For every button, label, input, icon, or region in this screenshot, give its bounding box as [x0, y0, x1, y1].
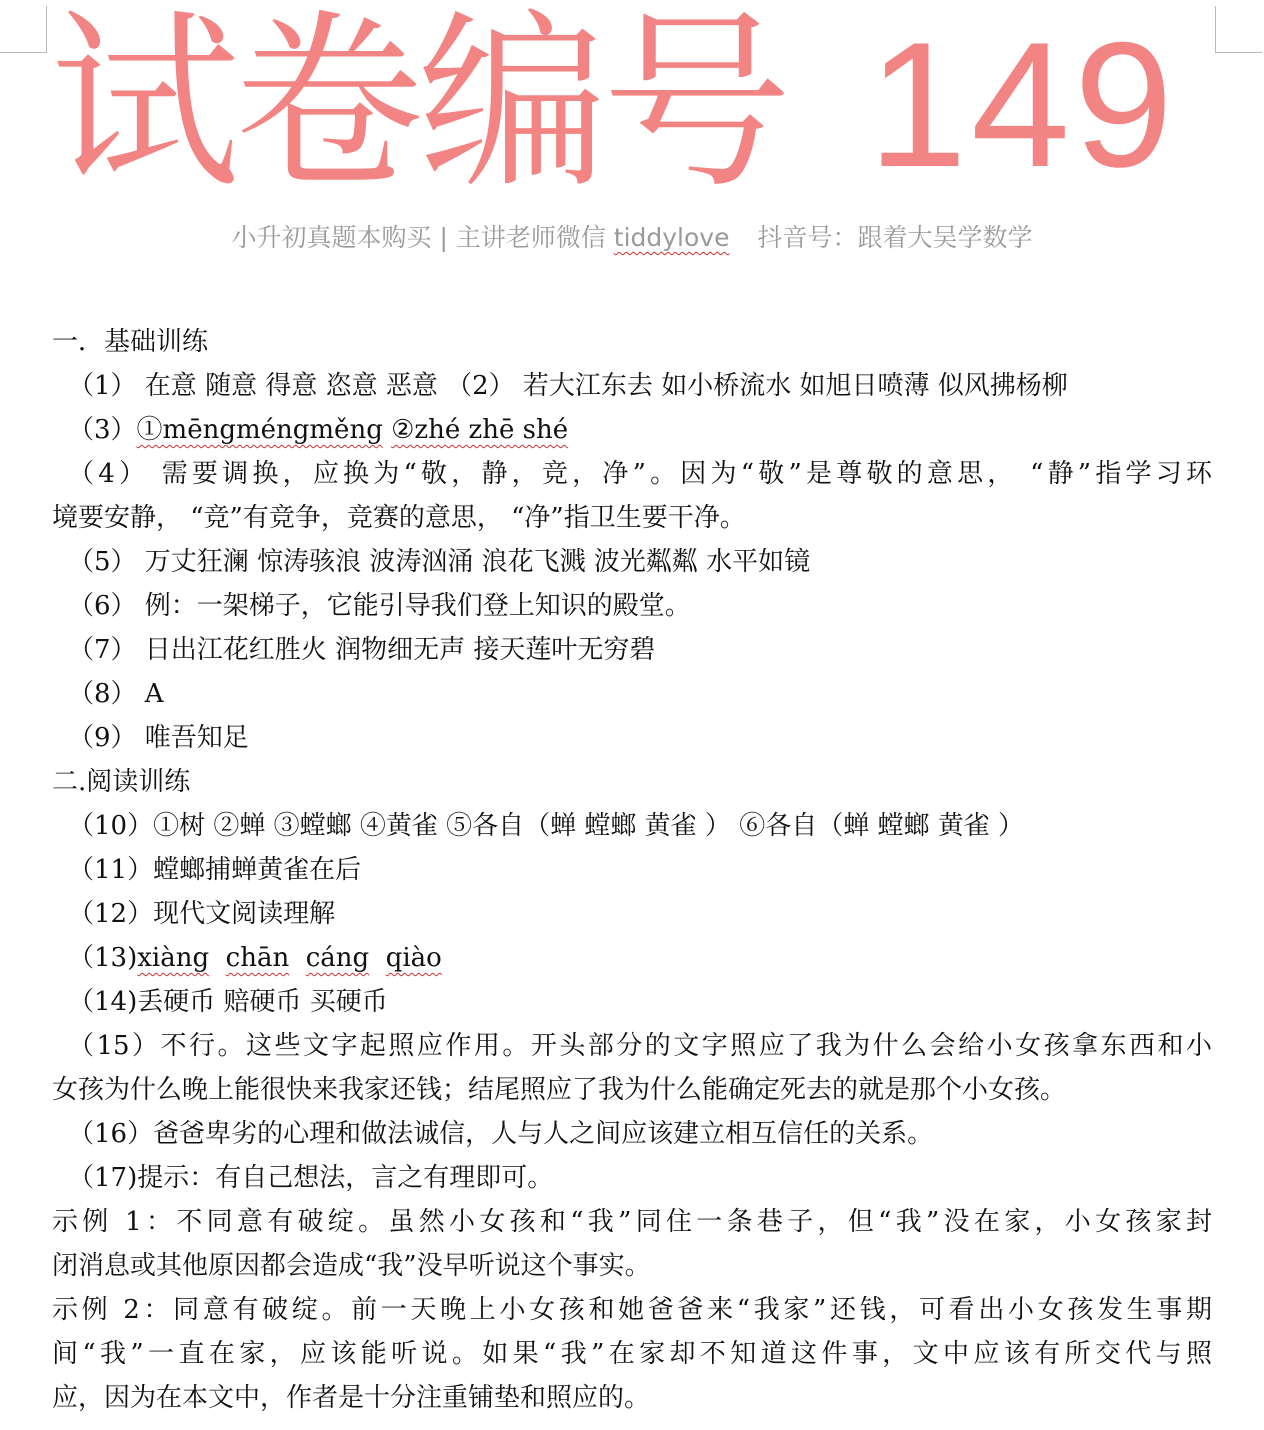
subtitle-wechat-id: tiddylove — [613, 223, 730, 252]
subtitle-purchase: 小升初真题本购买 | 主讲老师微信 — [231, 223, 614, 252]
answer-q6: （6） 例：一架梯子，它能引导我们登上知识的殿堂。 — [68, 591, 691, 621]
example1-line1: 示例 1：不同意有破绽。虽然小女孩和“我”同住一条巷子，但“我”没在家，小女孩家封 — [52, 1207, 1212, 1237]
answer-q1: （1） 在意 随意 得意 恣意 恶意 （2） 若大江东去 如小桥流水 如旭日喷薄 似风拂杨柳 — [68, 371, 1068, 401]
answer-q12: （12）现代文阅读理解 — [68, 899, 336, 929]
example2-line1: 示例 2：同意有破绽。前一天晚上小女孩和她爸爸来“我家”还钱，可看出小女孩发生事期 — [52, 1295, 1212, 1325]
exam-number: 149 — [868, 5, 1177, 204]
example1-line2: 闭消息或其他原因都会造成“我”没早听说这个事实。 — [52, 1251, 651, 1281]
q3-pinyin-b: ②zhé zhē shé — [391, 415, 569, 445]
q13-pinyin-b: chān — [225, 943, 290, 973]
answer-q15-line1: （15）不行。这些文字起照应作用。开头部分的文字照应了我为什么会给小女孩拿东西和小 — [68, 1031, 1212, 1061]
answer-q5: （5） 万丈狂澜 惊涛骇浪 波涛汹涌 浪花飞溅 波光粼粼 水平如镜 — [68, 547, 811, 577]
q13-pinyin-c: cáng — [305, 943, 370, 973]
answer-q7: （7） 日出江花红胜火 润物细无声 接天莲叶无穷碧 — [68, 635, 656, 665]
example2-line2: 间“我”一直在家，应该能听说。如果“我”在家却不知道这件事，文中应该有所交代与照 — [52, 1339, 1212, 1369]
q13-pinyin-d: qiào — [385, 943, 442, 973]
section-heading-reading: 二.阅读训练 — [52, 767, 191, 797]
answer-content — [52, 320, 1212, 1420]
q13-pinyin-a: xiàng — [137, 943, 210, 973]
exam-title — [50, 0, 1240, 214]
answer-q13 — [52, 936, 1212, 980]
answer-q15-line2: 女孩为什么晚上能很快来我家还钱；结尾照应了我为什么能确定死去的就是那个小女孩。 — [52, 1075, 1067, 1105]
subtitle-douyin: 抖音号：跟着大吴学数学 — [757, 223, 1033, 252]
answer-q4-line1: （4） 需要调换，应换为“敬，静，竞，净”。因为“敬”是尊敬的意思， “静”指学习环 — [68, 459, 1212, 489]
answer-q3 — [52, 408, 1212, 452]
answer-q17: （17)提示：有自己想法，言之有理即可。 — [68, 1163, 554, 1193]
subtitle — [0, 216, 1264, 260]
answer-q4-line2: 境要安静， “竞”有竞争，竞赛的意思， “净”指卫生要干净。 — [52, 503, 746, 533]
section-heading-basic: 一．基础训练 — [52, 327, 209, 357]
answer-q11: （11）螳螂捕蝉黄雀在后 — [68, 855, 362, 885]
answer-q9: （9） 唯吾知足 — [68, 723, 249, 753]
example2-line3: 应，因为在本文中，作者是十分注重铺垫和照应的。 — [52, 1383, 651, 1413]
answer-q10: （10）①树 ②蝉 ③螳螂 ④黄雀 ⑤各自（蝉 螳螂 黄雀 ） ⑥各自（蝉 螳螂 黄雀 ） — [68, 811, 1024, 841]
crop-mark-top-left — [0, 6, 47, 53]
answer-q8: （8） A — [68, 679, 164, 709]
exam-title-text: 试卷编号 — [50, 0, 787, 214]
q3-pinyin-a: ①mēngméngměng — [136, 415, 383, 445]
q3-label: （3） — [68, 415, 137, 445]
answer-q16: （16）爸爸卑劣的心理和做法诚信，人与人之间应该建立相互信任的关系。 — [68, 1119, 934, 1149]
q13-label: （13) — [68, 943, 138, 973]
answer-q14: （14)丢硬币 赔硬币 买硬币 — [68, 987, 388, 1017]
